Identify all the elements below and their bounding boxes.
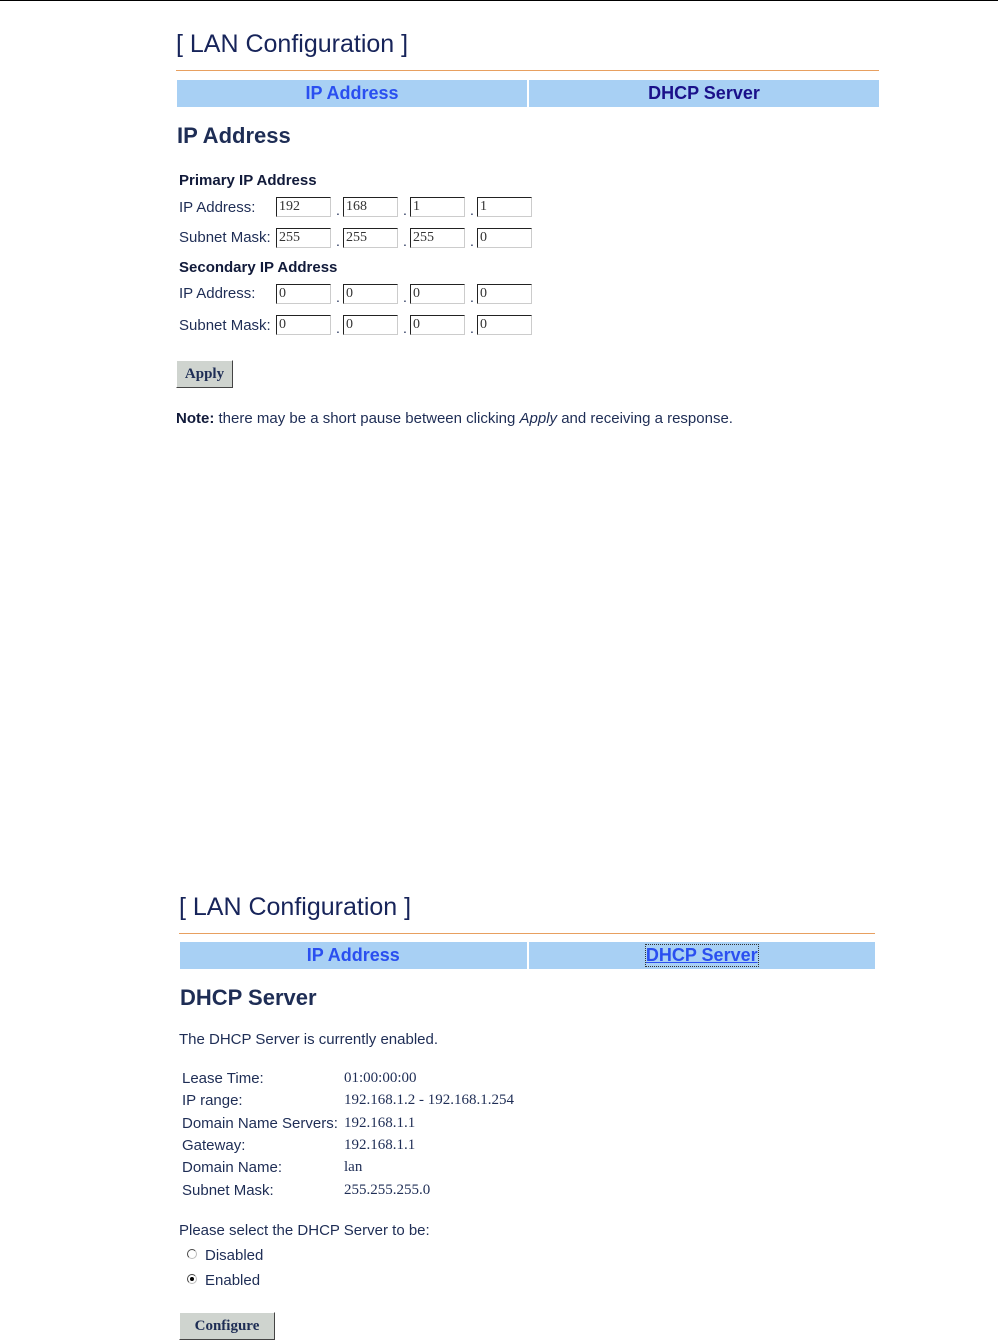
tab-bar bbox=[177, 80, 879, 107]
secondary-ip-label: IP Address: bbox=[179, 285, 256, 302]
tab-dhcp-server[interactable] bbox=[529, 942, 876, 969]
octet-separator: . bbox=[403, 202, 407, 218]
note-text bbox=[176, 410, 733, 427]
radio-enabled-label[interactable]: Enabled bbox=[205, 1272, 261, 1289]
octet-separator: . bbox=[403, 289, 407, 305]
primary-ip-octet-3[interactable] bbox=[410, 197, 465, 217]
primary-ip-octet-1[interactable] bbox=[276, 197, 331, 217]
secondary-mask-label: Subnet Mask: bbox=[179, 317, 271, 334]
section-heading: DHCP Server bbox=[180, 985, 317, 1010]
title-divider bbox=[179, 933, 875, 934]
configure-button[interactable]: Configure bbox=[179, 1312, 275, 1340]
gateway-value: 192.168.1.1 bbox=[344, 1137, 416, 1153]
page-title: [ LAN Configuration ] bbox=[179, 893, 412, 921]
radio-disabled-label[interactable]: Disabled bbox=[205, 1247, 264, 1264]
dns-value: 192.168.1.1 bbox=[344, 1115, 416, 1131]
primary-mask-label: Subnet Mask: bbox=[179, 229, 271, 246]
title-divider bbox=[176, 70, 879, 71]
tab-bar bbox=[180, 942, 875, 969]
octet-separator: . bbox=[403, 233, 407, 249]
subnet-mask-value: 255.255.255.0 bbox=[344, 1182, 431, 1198]
radio-enabled[interactable] bbox=[187, 1274, 197, 1284]
note-apply-word: Apply bbox=[519, 410, 558, 427]
octet-separator: . bbox=[336, 320, 340, 336]
ip-range-value: 192.168.1.2 - 192.168.1.254 bbox=[344, 1092, 514, 1108]
lease-time-value: 01:00:00:00 bbox=[344, 1070, 417, 1086]
note-label: Note: bbox=[176, 410, 215, 427]
secondary-mask-octet-4[interactable] bbox=[477, 315, 532, 335]
octet-separator: . bbox=[336, 289, 340, 305]
primary-ip-octet-4[interactable] bbox=[477, 197, 532, 217]
apply-button[interactable]: Apply bbox=[176, 360, 233, 388]
top-border bbox=[0, 0, 998, 1]
subnet-mask-label: Subnet Mask: bbox=[182, 1182, 274, 1199]
gateway-label: Gateway: bbox=[182, 1137, 246, 1154]
page-title: [ LAN Configuration ] bbox=[176, 30, 409, 58]
secondary-mask-octet-1[interactable] bbox=[276, 315, 331, 335]
section-heading: IP Address bbox=[177, 123, 291, 148]
dns-label: Domain Name Servers: bbox=[182, 1115, 338, 1132]
lease-time-label: Lease Time: bbox=[182, 1070, 264, 1087]
primary-mask-octet-2[interactable] bbox=[343, 228, 398, 248]
secondary-mask-octet-2[interactable] bbox=[343, 315, 398, 335]
domain-name-label: Domain Name: bbox=[182, 1159, 283, 1176]
primary-mask-octet-4[interactable] bbox=[477, 228, 532, 248]
secondary-ip-octet-1[interactable] bbox=[276, 284, 331, 304]
secondary-ip-octet-2[interactable] bbox=[343, 284, 398, 304]
primary-ip-octet-2[interactable] bbox=[343, 197, 398, 217]
octet-separator: . bbox=[336, 202, 340, 218]
ip-range-label: IP range: bbox=[182, 1092, 243, 1109]
tab-ip-address[interactable]: IP Address bbox=[180, 942, 527, 969]
domain-name-value: lan bbox=[344, 1159, 363, 1175]
note-body-end: and receiving a response. bbox=[557, 410, 733, 427]
primary-ip-label: IP Address: bbox=[179, 199, 256, 216]
primary-mask-octet-3[interactable] bbox=[410, 228, 465, 248]
octet-separator: . bbox=[336, 233, 340, 249]
octet-separator: . bbox=[470, 289, 474, 305]
octet-separator: . bbox=[470, 202, 474, 218]
primary-mask-octet-1[interactable] bbox=[276, 228, 331, 248]
secondary-ip-heading: Secondary IP Address bbox=[179, 259, 338, 276]
octet-separator: . bbox=[470, 320, 474, 336]
secondary-ip-octet-3[interactable] bbox=[410, 284, 465, 304]
dhcp-status-text: The DHCP Server is currently enabled. bbox=[179, 1031, 438, 1048]
primary-ip-heading: Primary IP Address bbox=[179, 172, 317, 189]
select-prompt: Please select the DHCP Server to be: bbox=[179, 1222, 430, 1239]
tab-dhcp-server-label[interactable]: DHCP Server bbox=[645, 945, 758, 965]
secondary-mask-octet-3[interactable] bbox=[410, 315, 465, 335]
tab-ip-address[interactable]: IP Address bbox=[177, 80, 527, 107]
tab-dhcp-server[interactable]: DHCP Server bbox=[529, 80, 879, 107]
octet-separator: . bbox=[403, 320, 407, 336]
octet-separator: . bbox=[470, 233, 474, 249]
radio-disabled[interactable] bbox=[187, 1249, 197, 1259]
secondary-ip-octet-4[interactable] bbox=[477, 284, 532, 304]
note-body: there may be a short pause between clicking bbox=[214, 410, 520, 427]
